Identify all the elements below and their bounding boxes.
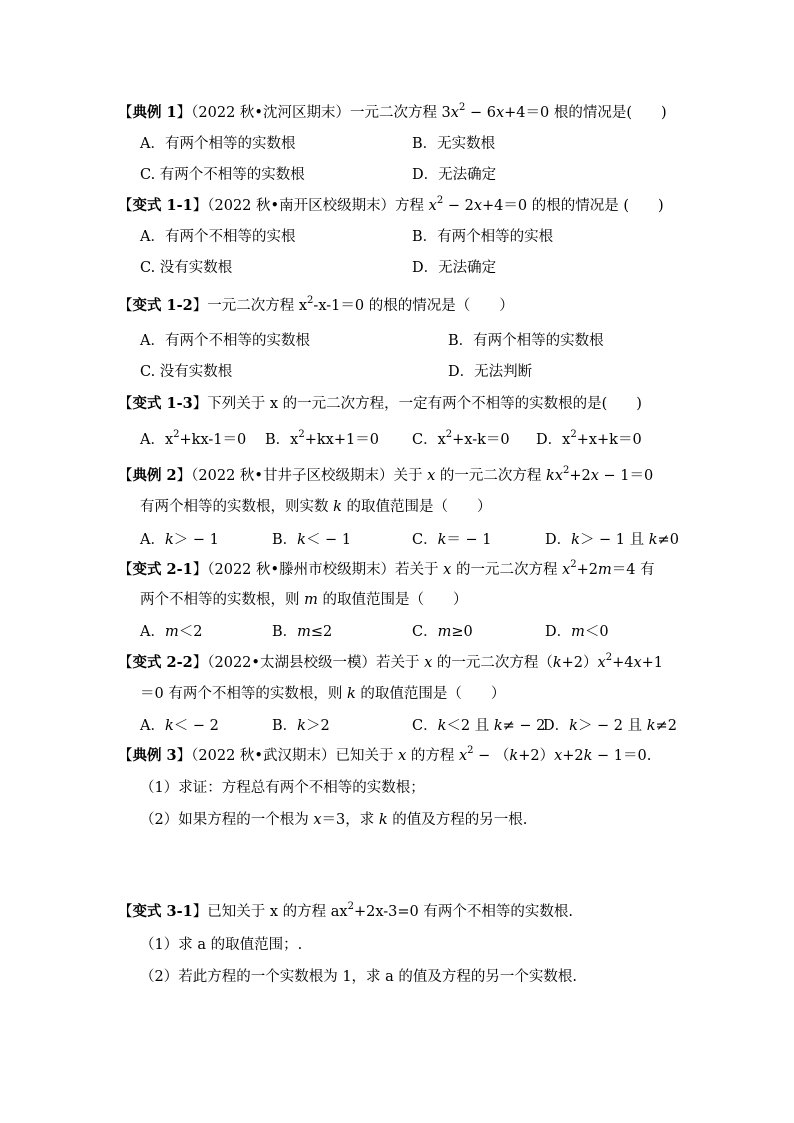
option-a: A．有两个不相等的实根 — [140, 229, 296, 245]
question-tag: 变式 1-1 — [132, 197, 193, 214]
option-d: D．k＞ − 1 且 k≠0 — [545, 532, 679, 548]
option-a: A．$x^2+kx-1=0$ — [140, 429, 247, 448]
question-v13: 【变式 1-3】下列关于 x 的一元二次方程，一定有两个不相等的实数根的是( ) — [118, 395, 642, 412]
option-a: A．有两个不相等的实数根 — [140, 333, 310, 349]
option-c: C．m≥0 — [412, 624, 473, 640]
option-d: D．$x^2+x+k=0$ — [536, 429, 642, 448]
option-c: C. 没有实数根 — [140, 364, 233, 380]
option-b: B．有两个相等的实根 — [412, 229, 554, 245]
question-q2-cont: 有两个相等的实数根，则实数 k 的取值范围是（ ） — [140, 499, 492, 515]
option-b: B．k＞2 — [272, 718, 330, 734]
question-q2: 【典例 2】（2022 秋•甘井子区校级期末）关于 x 的一元二次方程 $kx^2+2x - 1=0$ — [118, 465, 654, 484]
option-d: D．无法确定 — [412, 167, 497, 183]
question-tag: 典例 3 — [132, 747, 177, 764]
option-a: A．k＜ − 2 — [140, 718, 219, 734]
option-c: C. 有两个不相等的实数根 — [140, 167, 305, 183]
question-tag: 典例 1 — [132, 104, 177, 121]
question-v11: 【变式 1-1】（2022 秋•南开区校级期末）方程 $x^2 - 2x+4=0$ 的根的情况是 ( ) — [118, 195, 664, 214]
option-b: B．$x^2+kx+1=0$ — [265, 429, 379, 448]
option-b: B．k＜ − 1 — [272, 532, 352, 548]
subquestion-2: （2）若此方程的一个实数根为 1，求 a 的值及方程的另一个实数根. — [140, 969, 578, 985]
option-c: C．k＜2 且 k≠ − 2 — [412, 718, 546, 734]
option-d: D．无法确定 — [412, 260, 497, 276]
option-a: A．有两个相等的实数根 — [140, 136, 296, 152]
question-tag: 变式 3-1 — [132, 903, 193, 920]
option-b: B．m≤2 — [272, 624, 333, 640]
question-tag: 变式 2-1 — [132, 561, 193, 578]
question-v22-cont: ＝0 有两个不相等的实数根，则 k 的取值范围是（ ） — [140, 686, 506, 702]
option-a: A．k＞ − 1 — [140, 532, 219, 548]
option-d: D．k＞ − 2 且 k≠2 — [543, 718, 677, 734]
question-v31: 【变式 3-1】已知关于 x 的方程 $ax^2+2x-3=0$ 有两个不相等的实数根. — [118, 901, 573, 920]
option-c: C．k＝ − 1 — [412, 532, 492, 548]
subquestion-2: （2）如果方程的一个根为 x＝3，求 k 的值及方程的另一根. — [140, 812, 528, 828]
option-a: A．m＜2 — [140, 624, 203, 640]
question-v21: 【变式 2-1】（2022 秋•滕州市校级期末）若关于 x 的一元二次方程 $x^2+2m=4$ 有 — [118, 559, 655, 578]
question-tag: 典例 2 — [132, 467, 177, 484]
option-b: B．有两个相等的实数根 — [448, 333, 604, 349]
subquestion-1: （1）求证：方程总有两个不相等的实数根； — [140, 780, 425, 796]
option-d: D．无法判断 — [448, 364, 533, 380]
subquestion-1: （1）求 a 的取值范围；. — [140, 937, 303, 953]
option-b: B．无实数根 — [412, 136, 496, 152]
question-v21-cont: 两个不相等的实数根，则 m 的取值范围是（ ） — [140, 592, 468, 608]
option-c: C. 没有实数根 — [140, 260, 233, 276]
question-tag: 变式 2-2 — [132, 654, 193, 671]
question-q3: 【典例 3】（2022 秋•武汉期末）已知关于 x 的方程 $x^2 - (k+2)x+2k - 1=0$. — [118, 745, 652, 764]
option-d: D．m＜0 — [545, 624, 609, 640]
question-v12: 【变式 1-2】一元二次方程 $x^2-x-1=0$ 的根的情况是（ ） — [118, 295, 514, 314]
option-c: C．$x^2+x-k=0$ — [412, 429, 510, 448]
question-q1: 【典例 1】（2022 秋•沈河区期末）一元二次方程 $3x^2 - 6x+4=0$ 根的情况是( ) — [118, 102, 667, 121]
question-tag: 变式 1-3 — [132, 395, 193, 412]
question-tag: 变式 1-2 — [132, 297, 193, 314]
question-v22: 【变式 2-2】（2022•太湖县校级一模）若关于 x 的一元二次方程$(k+2)x^2+4x+1$ — [118, 652, 664, 671]
